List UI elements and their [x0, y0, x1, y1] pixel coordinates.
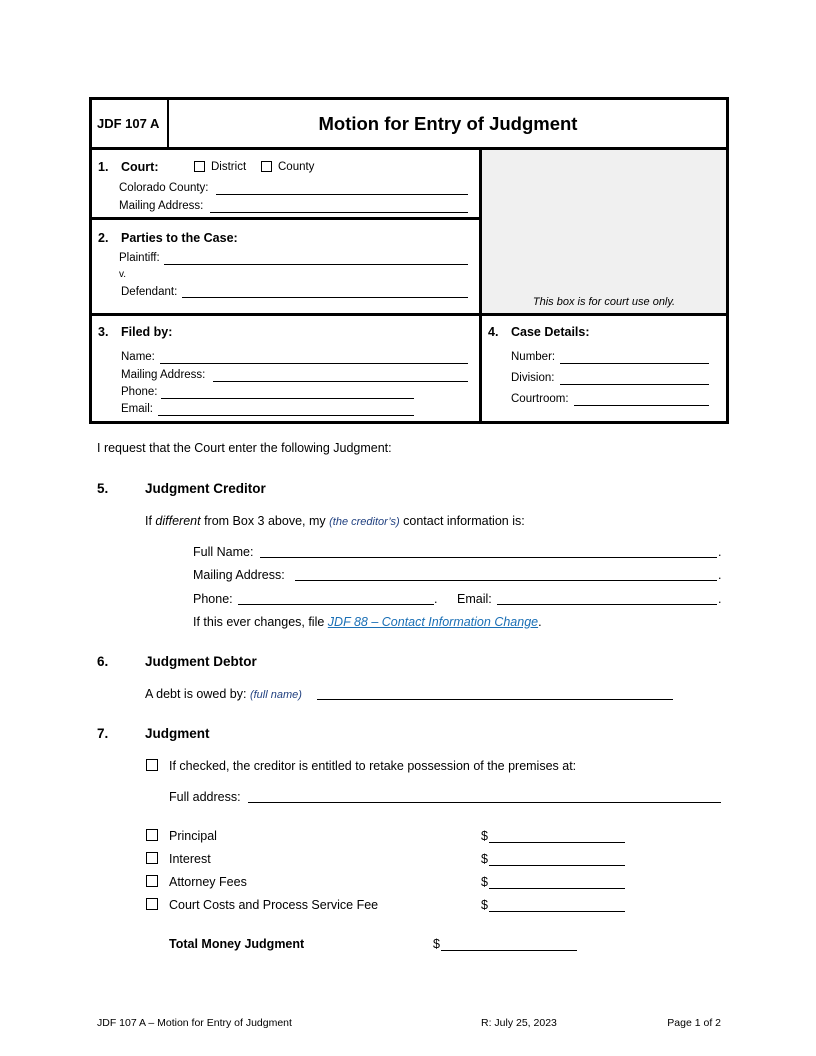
creditor-address-input[interactable] [295, 567, 717, 581]
plaintiff-input[interactable] [164, 252, 468, 265]
interest-dollar: $ [481, 852, 488, 866]
filer-name-label: Name: [121, 351, 155, 363]
box3-label: Filed by: [121, 325, 173, 339]
total-amount-input[interactable] [441, 937, 577, 951]
court-use-note: This box is for court use only. [532, 296, 676, 308]
creditor-address-label: Mailing Address: [193, 568, 285, 582]
intro-text: I request that the Court enter the following Judgment: [97, 441, 392, 455]
section6-title: Judgment Debtor [145, 654, 257, 669]
section6-number: 6. [97, 654, 109, 669]
county-checkbox[interactable] [261, 161, 272, 172]
attorney-fees-checkbox[interactable] [146, 875, 158, 887]
section7-number: 7. [97, 726, 109, 741]
filer-email-label: Email: [121, 403, 153, 415]
court-address-label: Mailing Address: [119, 200, 204, 212]
filer-address-label: Mailing Address: [121, 369, 206, 381]
filer-name-input[interactable] [160, 351, 468, 364]
total-dollar: $ [433, 937, 440, 951]
attorney-fees-amount-input[interactable] [489, 875, 625, 889]
interest-checkbox[interactable] [146, 852, 158, 864]
county-label: County [278, 161, 315, 173]
footer-revision: R: July 25, 2023 [481, 1017, 557, 1029]
footer-form-name: JDF 107 A – Motion for Entry of Judgment [97, 1017, 292, 1029]
court-costs-label: Court Costs and Process Service Fee [169, 898, 379, 912]
principal-label: Principal [169, 829, 217, 843]
box4-number: 4. [488, 325, 499, 339]
filer-phone-label: Phone: [121, 386, 158, 398]
box4-label: Case Details: [511, 325, 590, 339]
possession-checkbox[interactable] [146, 759, 158, 771]
creditor-email-label: Email: [457, 592, 492, 606]
creditor-address-period: . [718, 568, 722, 582]
section5-instruction: If different from Box 3 above, my (the creditor’s) contact information is: [145, 514, 525, 528]
district-checkbox[interactable] [194, 161, 205, 172]
total-label: Total Money Judgment [169, 937, 305, 951]
section5-number: 5. [97, 481, 109, 496]
creditor-phone-input[interactable] [238, 591, 434, 605]
page-title: Motion for Entry of Judgment [318, 113, 578, 134]
case-number-input[interactable] [560, 351, 709, 364]
court-costs-amount-input[interactable] [489, 898, 625, 912]
filer-phone-input[interactable] [161, 386, 414, 399]
creditor-phone-label: Phone: [193, 592, 233, 606]
full-address-input[interactable] [248, 789, 721, 803]
courtroom-input[interactable] [574, 393, 709, 406]
box1-label: Court: [121, 160, 159, 174]
court-costs-checkbox[interactable] [146, 898, 158, 910]
attorney-fees-dollar: $ [481, 875, 488, 889]
court-use-box [482, 150, 726, 313]
footer-page-number: Page 1 of 2 [667, 1017, 721, 1029]
colorado-county-input[interactable] [216, 182, 468, 195]
form-id: JDF 107 A [97, 116, 160, 131]
creditor-name-input[interactable] [260, 544, 717, 558]
box2-number: 2. [98, 231, 109, 245]
defendant-input[interactable] [182, 285, 468, 298]
principal-amount-input[interactable] [489, 829, 625, 843]
courtroom-label: Courtroom: [511, 393, 569, 405]
contact-change-note: If this ever changes, file JDF 88 – Contact Information Change. [193, 615, 542, 629]
division-label: Division: [511, 372, 555, 384]
attorney-fees-label: Attorney Fees [169, 875, 247, 889]
filer-address-input[interactable] [213, 369, 468, 382]
case-number-label: Number: [511, 351, 556, 363]
principal-dollar: $ [481, 829, 488, 843]
box1-number: 1. [98, 160, 109, 174]
box2-label: Parties to the Case: [121, 231, 238, 245]
interest-label: Interest [169, 852, 211, 866]
court-address-input[interactable] [210, 200, 468, 213]
principal-checkbox[interactable] [146, 829, 158, 841]
district-label: District [211, 161, 247, 173]
division-input[interactable] [560, 372, 709, 385]
section7-title: Judgment [145, 726, 210, 741]
debtor-name-input[interactable] [317, 686, 673, 700]
possession-text: If checked, the creditor is entitled to retake possession of the premises at: [169, 759, 577, 773]
filer-email-input[interactable] [158, 403, 414, 416]
defendant-label: Defendant: [121, 286, 178, 298]
creditor-name-period: . [718, 545, 722, 559]
creditor-email-period: . [718, 592, 722, 606]
versus-label: v. [119, 269, 127, 280]
creditor-email-input[interactable] [497, 591, 717, 605]
court-costs-dollar: $ [481, 898, 488, 912]
section5-title: Judgment Creditor [145, 481, 266, 496]
full-address-label: Full address: [169, 790, 241, 804]
box3-number: 3. [98, 325, 109, 339]
interest-amount-input[interactable] [489, 852, 625, 866]
colorado-county-label: Colorado County: [119, 182, 209, 194]
creditor-name-label: Full Name: [193, 545, 254, 559]
jdf88-link[interactable]: JDF 88 – Contact Information Change [327, 615, 539, 629]
creditor-phone-period: . [434, 592, 438, 606]
debtor-label: A debt is owed by: (full name) [145, 687, 302, 701]
plaintiff-label: Plaintiff: [119, 252, 160, 264]
